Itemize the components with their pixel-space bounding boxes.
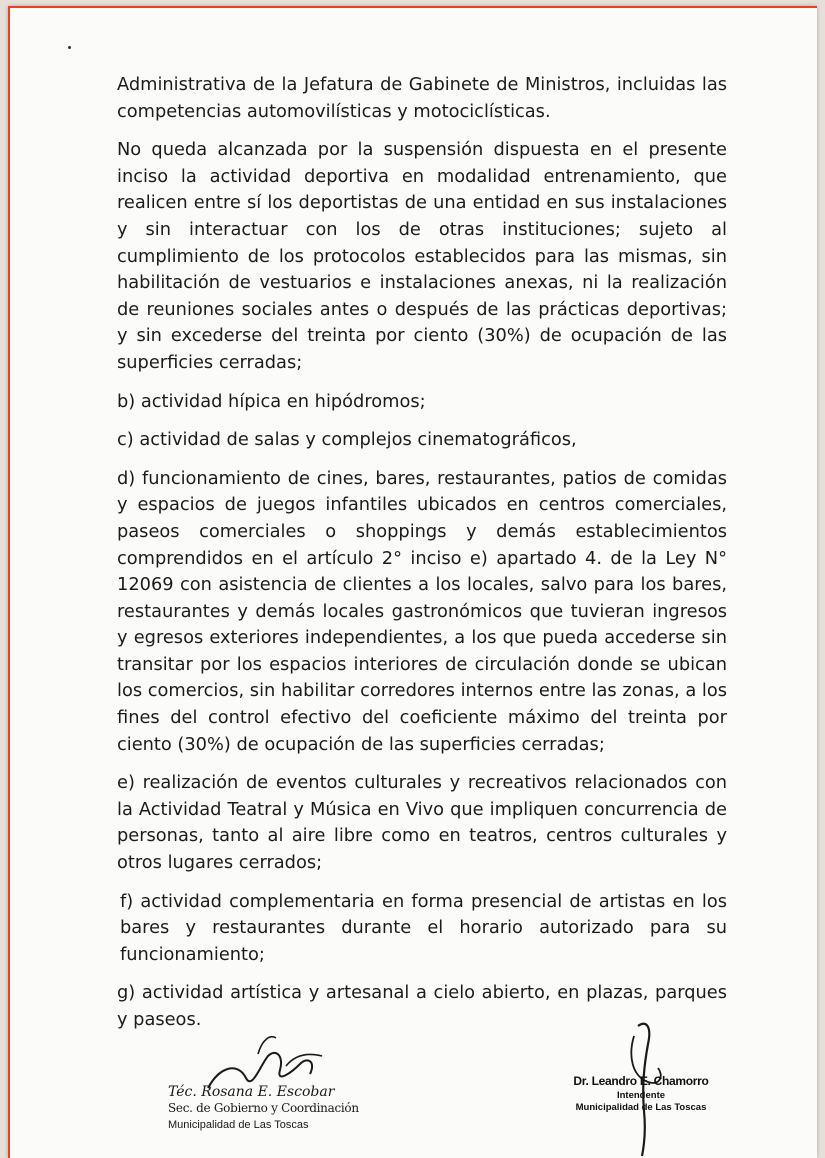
right-signature-block — [546, 1073, 736, 1114]
document-body — [117, 72, 727, 1034]
left-signatory-name: Téc. Rosana E. Escobar — [168, 1084, 335, 1100]
document-page — [8, 6, 817, 1158]
right-signatory-name: Dr. Leandro E. Chamorro — [573, 1074, 709, 1088]
item-d: d) funcionamiento de cines, bares, restaurantes, patios de comidas y espacios de juegos infantiles ubicados en centros comerciales, paseos comerciales o shoppings y demás establecimientos comprendidos en el artículo 2° inciso e) apartado 4. de la Ley N° 12069 con asistencia de clientes a los locales, salvo para los bares, restaurantes y demás locales gastronómicos que tuvieran ingresos y egresos exteriores independientes, a los que pueda accederse sin transitar por los espacios interiores de circulación donde se ubican los comercios, sin habilitar corredores internos entre las zonas, a los fines del control efectivo del coeficiente máximo del treinta por ciento (30%) de ocupación de las superficies cerradas; — [117, 467, 727, 755]
item-g: g) actividad artística y artesanal a cielo abierto, en plazas, parques y paseos. — [117, 982, 727, 1030]
left-signature-block — [168, 1084, 368, 1134]
paper-edge-top — [8, 6, 817, 8]
left-signatory-org: Municipalidad de Las Toscas — [168, 1119, 309, 1131]
paragraph-continuation: Administrativa de la Jefatura de Gabinete de Ministros, incluidas las competencias automovilísticas y motociclísticas. — [117, 74, 727, 122]
paragraph-training-exception: No queda alcanzada por la suspensión dispuesta en el presente inciso la actividad deportiva en modalidad entrenamiento, que realicen entre sí los deportistas de una entidad en sus instalaciones y sin interactuar con los de otras instituciones; sujeto al cumplimiento de los protocolos establecidos para las mismas, sin habilitación de vestuarios e instalaciones anexas, ni la realización de reuniones sociales antes o después de las prácticas deportivas; y sin excederse del treinta por ciento (30%) de ocupación de las superficies cerradas; — [117, 139, 727, 373]
item-e: e) realización de eventos culturales y recreativos relacionados con la Actividad Teatral y Música en Vivo que impliquen concurrencia de personas, tanto al aire libre como en teatros, centros culturales y otros lugares cerrados; — [117, 772, 727, 874]
item-c: c) actividad de salas y complejos cinematográficos, — [117, 429, 577, 451]
right-signatory-role: Intendente — [616, 1090, 666, 1101]
item-b: b) actividad hípica en hipódromos; — [117, 390, 426, 412]
right-signatory-org: Municipalidad de Las Toscas — [575, 1102, 707, 1113]
item-f: f) actividad complementaria en forma presencial de artistas en los bares y restaurantes durante el horario autorizado para su funcionamiento; — [120, 890, 727, 965]
left-signatory-role: Sec. de Gobierno y Coordinación — [168, 1101, 359, 1115]
paper-edge-left — [8, 6, 10, 1158]
ink-speck — [68, 46, 71, 49]
